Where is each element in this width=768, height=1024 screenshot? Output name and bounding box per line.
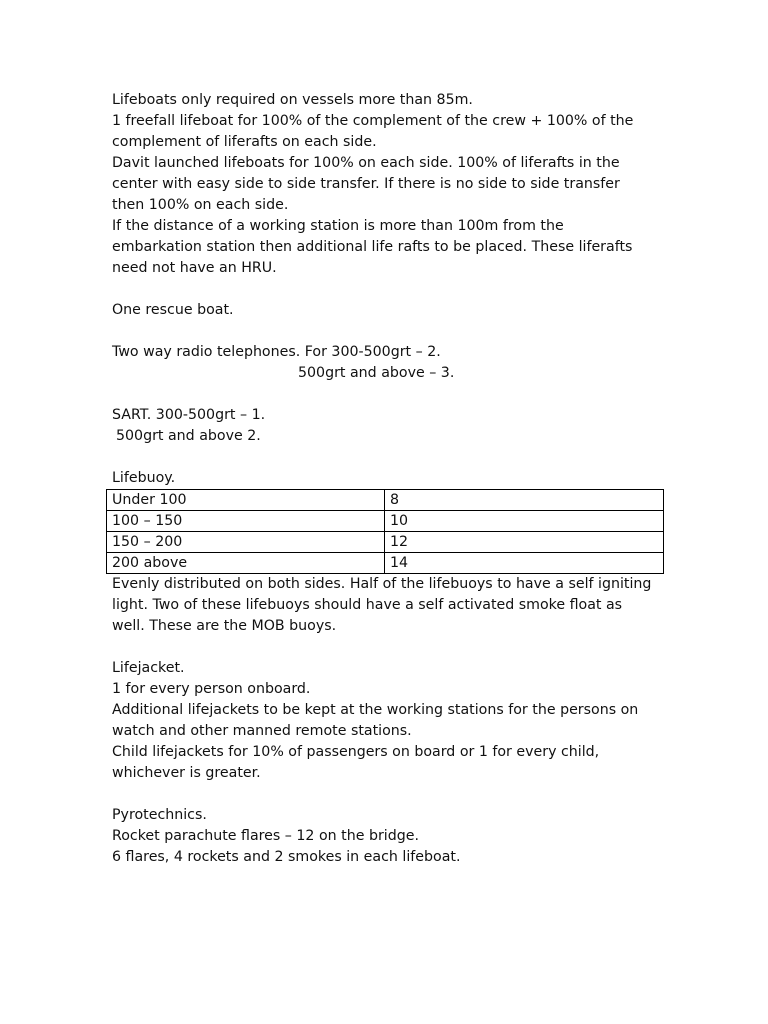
document-page [112,90,672,868]
text-line: center with easy side to side transfer. If there is no side to side transfer [112,176,620,192]
table-cell: 150 – 200 [107,532,385,553]
spacer [112,447,672,468]
text-line: complement of liferafts on each side. [112,134,377,150]
spacer [112,637,672,658]
text-line: then 100% on each side. [112,197,289,213]
sart-line: SART. 300-500grt – 1. [112,407,266,423]
text-line: need not have an HRU. [112,260,277,276]
table-cell: 8 [385,490,664,511]
spacer [112,279,672,300]
section-heading: Lifebuoy. [112,470,176,486]
text-line: well. These are the MOB buoys. [112,618,337,634]
text-line: 1 for every person onboard. [112,681,311,697]
text-line: Evenly distributed on both sides. Half of the lifebuoys to have a self igniting [112,576,652,592]
rescue-boat-line: One rescue boat. [112,302,234,318]
table-row [107,490,664,511]
spacer [112,784,672,805]
table-cell: 14 [385,553,664,574]
table-row [107,511,664,532]
text-line: Lifeboats only required on vessels more than 85m. [112,92,473,108]
lifebuoy-table [106,489,664,574]
table-cell: 100 – 150 [107,511,385,532]
text-line: Rocket parachute flares – 12 on the bridge. [112,828,419,844]
radio-line-indented: 500grt and above – 3. [298,365,455,381]
radio-section [112,342,672,384]
lifejacket-section [112,658,672,784]
text-line: Davit launched lifeboats for 100% on each side. 100% of liferafts in the [112,155,620,171]
table-cell: 200 above [107,553,385,574]
text-line: 1 freefall lifeboat for 100% of the complement of the crew + 100% of the [112,113,634,129]
table-row [107,553,664,574]
radio-line: Two way radio telephones. For 300-500grt – 2. [112,344,441,360]
sart-section [112,405,672,447]
spacer [112,321,672,342]
text-line: light. Two of these lifebuoys should have a self activated smoke float as [112,597,623,613]
text-line: watch and other manned remote stations. [112,723,412,739]
table-cell: 12 [385,532,664,553]
table-cell: 10 [385,511,664,532]
lifebuoy-section [112,468,672,637]
text-line: If the distance of a working station is more than 100m from the [112,218,564,234]
text-line: 6 flares, 4 rockets and 2 smokes in each lifeboat. [112,849,461,865]
text-line: embarkation station then additional life rafts to be placed. These liferafts [112,239,633,255]
text-line: whichever is greater. [112,765,261,781]
text-line: Child lifejackets for 10% of passengers on board or 1 for every child, [112,744,600,760]
text-line: Additional lifejackets to be kept at the working stations for the persons on [112,702,639,718]
table-cell: Under 100 [107,490,385,511]
table-row [107,532,664,553]
section-heading: Lifejacket. [112,660,185,676]
pyrotechnics-section [112,805,672,868]
lifeboats-section [112,90,672,279]
spacer [112,384,672,405]
sart-line-indented: 500grt and above 2. [116,428,261,444]
section-heading: Pyrotechnics. [112,807,207,823]
